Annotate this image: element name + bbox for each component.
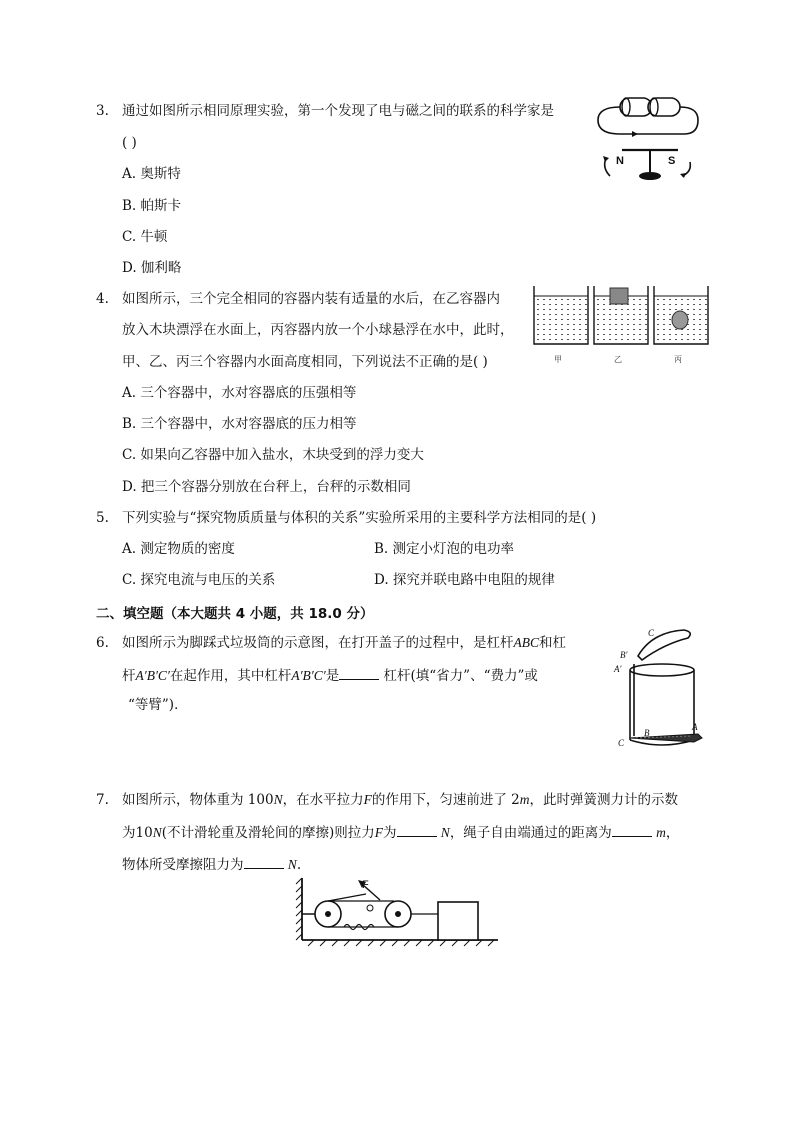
q7-l2-e: 为 — [383, 825, 397, 841]
q7-l3-c: . — [296, 857, 302, 873]
q4-option-b: B. 三个容器中，水对容器底的压力相等 — [122, 416, 357, 432]
q5-option-a: A. 测定物质的密度 — [122, 541, 235, 557]
q3-fig-n-label: N — [616, 155, 624, 167]
q6-line-2-text-a: 杆 — [122, 668, 136, 684]
q7-l1-e: 的作用下，匀速前进了 2 — [371, 792, 520, 808]
q6-fig-label-a-prime: A′ — [614, 664, 622, 674]
q7-fig-f-label: F — [362, 879, 369, 891]
q3-fig-s-label: S — [668, 155, 676, 167]
q3-stem: 通过如图所示相同原理实验，第一个发现了电与磁之间的联系的科学家是 — [122, 103, 554, 119]
q5-option-c: C. 探究电流与电压的关系 — [122, 572, 276, 588]
q6-fig-label-b-bottom: B — [644, 728, 650, 738]
q4-stem-line-2: 放入木块漂浮在水面上，丙容器内放一个小球悬浮在水中，此时， — [122, 322, 514, 338]
q7-l3-unit-n: N — [287, 857, 297, 872]
q7-l3-a: 物体所受摩擦阻力为 — [122, 857, 244, 873]
q7-l2-a: 为10 — [122, 825, 153, 841]
q3-number: 3. — [96, 103, 109, 119]
q6-line-2 — [122, 665, 538, 685]
q6-fig-label-c-bottom: C — [618, 738, 625, 748]
q6-line-1-text-c: 和杠 — [539, 635, 566, 651]
q6-line-1 — [122, 634, 566, 652]
q5-option-b: B. 测定小灯泡的电功率 — [374, 541, 515, 557]
q6-line-2-text-c: 在起作用，其中杠杆 — [169, 668, 292, 684]
q7-distance-blank[interactable] — [612, 822, 652, 837]
q5-stem: 下列实验与“探究物质质量与体积的关系”实验所采用的主要科学方法相同的是( ) — [122, 510, 597, 526]
q7-number: 7. — [96, 792, 109, 808]
q4-number: 4. — [96, 291, 109, 307]
q3-option-c: C. 牛顿 — [122, 229, 168, 245]
q4-option-c: C. 如果向乙容器中加入盐水，木块受到的浮力变大 — [122, 447, 424, 463]
q3-oersted-figure — [592, 92, 704, 184]
q7-l1-f: F — [363, 792, 372, 807]
q7-l2-unit-n: N — [152, 825, 162, 840]
q5-option-d: D. 探究并联电路中电阻的规律 — [374, 572, 555, 588]
q7-l2-c: (不计滑轮重及滑轮间的摩擦)则拉力 — [161, 825, 375, 841]
q7-l1-unit-m: m — [519, 792, 530, 807]
q7-l2-i: ， — [665, 825, 680, 841]
q7-l1-c: ，在水平拉力 — [282, 792, 364, 808]
q6-lever-abc-prime-2: A′B′C′ — [291, 668, 326, 683]
q7-l1-g: ，此时弹簧测力计的示数 — [529, 792, 678, 808]
q7-line-3 — [122, 854, 301, 874]
q6-lever-abc-prime-1: A′B′C′ — [135, 668, 170, 683]
q4-fig-label-jia: 甲 — [554, 355, 562, 364]
q6-line-1-text-a: 如图所示为脚踩式垃圾筒的示意图，在打开盖子的过程中，是杠杆 — [122, 635, 514, 651]
q7-l1-a: 如图所示，物体重为 100 — [122, 792, 274, 808]
q6-fig-label-a-bottom: A — [692, 722, 698, 732]
q6-fig-label-c-top: C — [648, 628, 655, 638]
q7-l2-unit-n-2: N — [440, 825, 450, 840]
q4-fig-label-yi: 乙 — [614, 355, 622, 364]
q6-lever-abc: ABC — [513, 635, 539, 650]
q7-line-1 — [122, 791, 678, 809]
q7-line-2 — [122, 822, 679, 842]
q6-line-2-text-e: 是 — [325, 668, 340, 684]
q6-line-3: “等臂”)． — [128, 697, 188, 713]
q6-fig-label-b-prime: B′ — [620, 650, 628, 660]
q7-force-blank[interactable] — [397, 822, 437, 837]
section-fill-in-blank-heading: 二、填空题（本大题共 4 小题，共 18.0 分） — [96, 606, 374, 622]
q4-fig-label-bing: 丙 — [674, 355, 682, 364]
q4-stem-line-1: 如图所示，三个完全相同的容器内装有适量的水后，在乙容器内 — [122, 291, 500, 307]
q4-option-d: D. 把三个容器分别放在台秤上，台秤的示数相同 — [122, 479, 411, 495]
q7-l1-unit-n: N — [273, 792, 283, 807]
q7-friction-blank[interactable] — [244, 854, 284, 869]
q3-option-d: D. 伽利略 — [122, 260, 182, 276]
q4-option-a: A. 三个容器中，水对容器底的压强相等 — [122, 385, 357, 401]
q3-option-a: A. 奥斯特 — [122, 166, 181, 182]
q3-option-b: B. 帕斯卡 — [122, 198, 182, 214]
q6-answer-blank[interactable] — [339, 665, 379, 680]
q5-number: 5. — [96, 510, 109, 526]
q7-l2-unit-m: m — [656, 825, 666, 840]
q6-trash-can-figure — [612, 626, 708, 756]
q4-stem-line-3: 甲、乙、丙三个容器内水面高度相同，下列说法不正确的是( ) — [122, 354, 488, 370]
q3-answer-paren: ( ) — [122, 135, 137, 151]
q7-pulley-figure — [294, 874, 500, 948]
q7-l2-f: F — [374, 825, 383, 840]
q7-l2-g: ，绳子自由端通过的距离为 — [449, 825, 612, 841]
q6-number: 6. — [96, 635, 109, 651]
q4-containers-figure — [530, 282, 716, 370]
q6-line-2-text-f: 杠杆(填“省力”、“费力”或 — [379, 668, 538, 684]
